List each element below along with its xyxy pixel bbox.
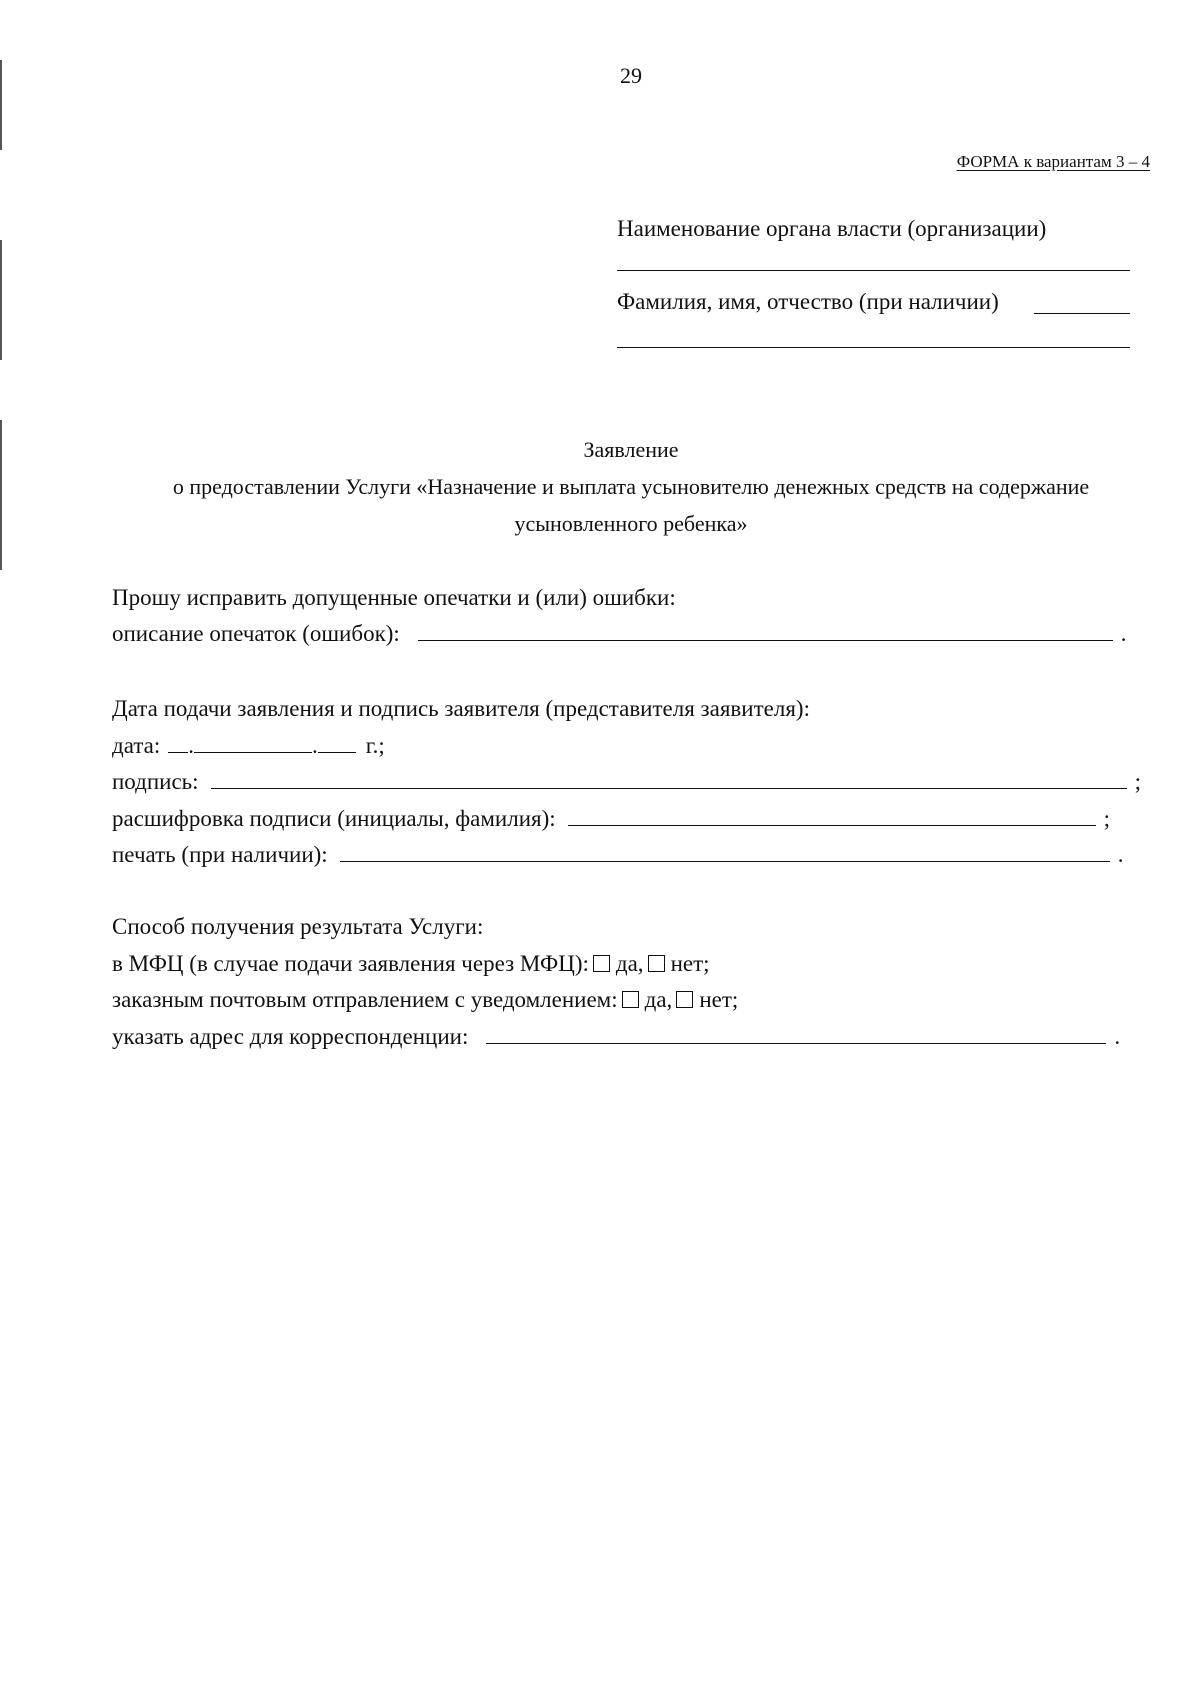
document-title: Заявление [583, 437, 679, 462]
mail-no-label: нет; [699, 987, 739, 1012]
stamp-label: печать (при наличии): [112, 842, 328, 867]
date-row [112, 733, 385, 759]
transcript-field[interactable] [568, 807, 1096, 826]
date-separator: . [188, 733, 194, 758]
date-year-suffix: г.; [365, 733, 385, 758]
error-description-field[interactable] [418, 622, 1113, 641]
document-subtitle-continued: усыновленного ребенка» [514, 511, 748, 536]
error-description-label: описание опечаток (ошибок): [112, 621, 400, 646]
mail-no-checkbox[interactable] [676, 991, 693, 1008]
mfc-yes-label: да, [615, 951, 644, 976]
address-label: указать адрес для корреспонденции: [112, 1024, 469, 1049]
transcript-row [112, 806, 1110, 832]
stamp-field[interactable] [340, 843, 1110, 862]
date-label: дата: [112, 733, 161, 758]
authority-label: Наименование органа власти (организации) [617, 216, 1047, 241]
document-subtitle: о предоставлении Услуги «Назначение и выплата усыновителю денежных средств на содержание [172, 474, 1090, 499]
address-end: . [1114, 1024, 1121, 1049]
address-field[interactable] [486, 1025, 1106, 1044]
mfc-label: в МФЦ (в случае подачи заявления через МФЦ): [112, 951, 589, 976]
mfc-no-checkbox[interactable] [648, 955, 665, 972]
stamp-row [112, 842, 1123, 868]
mail-yes-checkbox[interactable] [622, 991, 639, 1008]
error-description-row [112, 621, 1127, 647]
signature-row [112, 769, 1141, 795]
mail-label: заказным почтовым отправлением с уведомлением: [112, 987, 618, 1012]
address-row [112, 1024, 1120, 1050]
mfc-no-label: нет; [670, 951, 710, 976]
submission-intro-text: Дата подачи заявления и подпись заявителя (представителя заявителя): [112, 696, 810, 721]
signature-end: ; [1134, 769, 1141, 794]
date-year-field[interactable] [318, 734, 356, 753]
fio-field[interactable] [1034, 313, 1130, 314]
signature-label: подпись: [112, 769, 199, 794]
date-month-field[interactable] [194, 734, 312, 753]
fio-label: Фамилия, имя, отчество (при наличии) [617, 289, 999, 314]
mfc-row [112, 951, 710, 977]
mail-row [112, 987, 738, 1013]
transcript-label: расшифровка подписи (инициалы, фамилия): [112, 806, 556, 831]
date-day-field[interactable] [168, 734, 188, 753]
result-method-title-row [112, 914, 483, 940]
form-tag: ФОРМА к вариантам 3 – 4 [956, 152, 1150, 171]
mail-yes-label: да, [644, 987, 673, 1012]
error-description-end: . [1120, 621, 1127, 646]
signature-field[interactable] [211, 770, 1127, 789]
submission-intro [112, 696, 810, 722]
mfc-yes-checkbox[interactable] [593, 955, 610, 972]
scan-edge-mark [0, 240, 2, 360]
date-separator: . [312, 733, 318, 758]
fio-field-continued[interactable] [617, 347, 1130, 348]
stamp-end: . [1117, 842, 1124, 867]
authority-field[interactable] [617, 270, 1130, 271]
result-method-title: Способ получения результата Услуги: [112, 914, 484, 939]
corrections-request-text: Прошу исправить допущенные опечатки и (или) ошибки: [112, 585, 676, 610]
transcript-end: ; [1103, 806, 1111, 831]
corrections-request [112, 585, 676, 611]
page-number: 29 [620, 63, 642, 88]
